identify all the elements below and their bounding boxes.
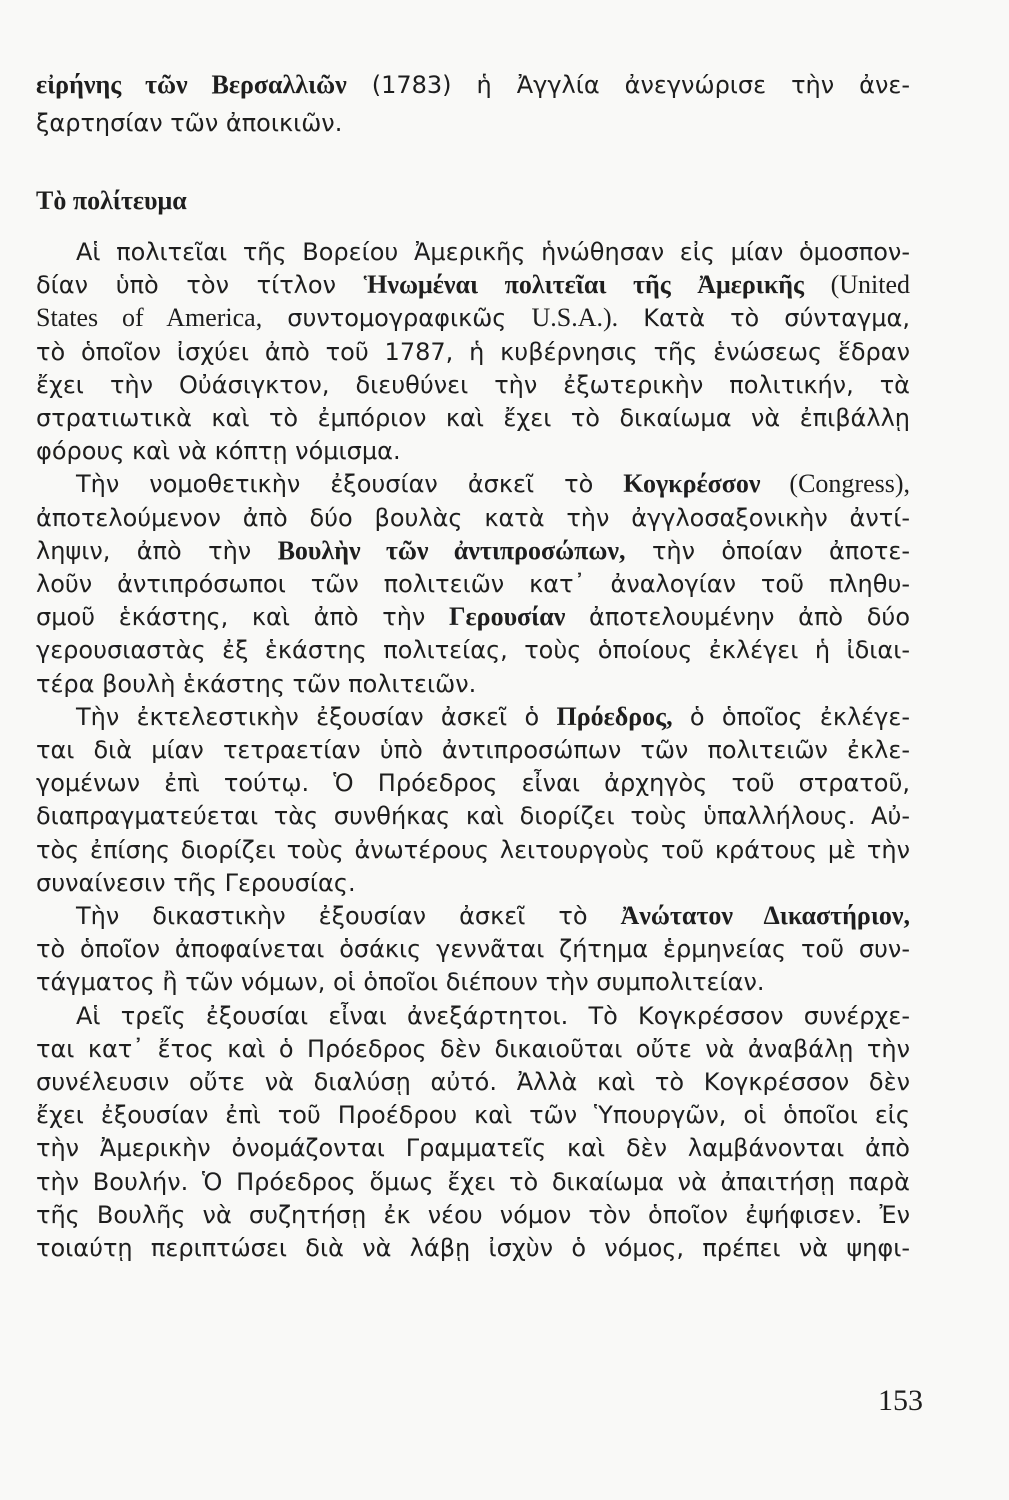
text-line xyxy=(36,1100,910,1130)
bold-term: Ἀνώτατον Δικαστήριον, xyxy=(620,901,910,930)
text-segment: γομένων ἐπὶ τούτῳ. Ὁ Πρόεδρος εἶναι ἀρχηγὸς τοῦ στρατοῦ, xyxy=(36,769,910,798)
text-line xyxy=(36,536,910,566)
text-line xyxy=(36,835,910,865)
text-line xyxy=(36,1233,910,1263)
text-line xyxy=(36,270,910,300)
bold-term: Γερουσίαν xyxy=(449,602,566,632)
text-segment: ληψιν, ἀπὸ τὴν xyxy=(36,536,278,565)
text-segment: Αἱ πολιτεῖαι τῆς Βορείου Ἀμερικῆς ἡνώθησαν εἰς μίαν ὁμοσπον- xyxy=(76,238,910,266)
text-line xyxy=(36,1067,910,1097)
text-segment: States of America, xyxy=(36,303,263,333)
text-line xyxy=(36,635,910,665)
text-segment: στρατιωτικὰ καὶ τὸ ἐμπόριον καὶ ἔχει τὸ δικαίωμα νὰ ἐπιβάλλῃ xyxy=(36,404,910,432)
text-segment: διαπραγματεύεται τὰς συνθήκας καὶ διορίζει τοὺς ὑπαλλήλους. Αὐ- xyxy=(36,802,910,831)
text-segment: τέρα βουλὴ ἑκάστης τῶν πολιτειῶν. xyxy=(36,669,477,698)
text-segment: τὴν Ἀμερικὴν ὀνομάζονται Γραμματεῖς καὶ δὲν λαμβάνονται ἀπὸ xyxy=(36,1134,910,1163)
text-segment: ἔχει τὴν Οὐάσιγκτον, διευθύνει τὴν ἐξωτερικὴν πολιτικήν, τὰ xyxy=(36,370,910,399)
text-segment: U.S.A.). xyxy=(531,303,619,333)
page-number: 153 xyxy=(878,1384,923,1417)
text-line xyxy=(36,1133,910,1163)
text-line xyxy=(36,237,910,267)
text-segment: (Congress), xyxy=(760,469,911,499)
text-segment: τὸ ὁποῖον ἰσχύει ἀπὸ τοῦ 1787, ἡ κυβέρνησις τῆς ἑνώσεως ἕδραν xyxy=(36,337,910,366)
text-line xyxy=(36,602,910,632)
text-segment: ὁ ὁποῖος ἐκλέγε- xyxy=(672,702,911,731)
text-segment: συντομογραφικῶς xyxy=(262,304,532,333)
text-line xyxy=(36,702,910,732)
text-segment: ται διὰ μίαν τετραετίαν ὑπὸ ἀντιπροσώπων τῶν πολιτειῶν ἐκλε- xyxy=(36,736,910,764)
text-line xyxy=(36,1200,910,1230)
text-line xyxy=(36,1001,910,1031)
text-line xyxy=(36,337,910,367)
text-line xyxy=(36,370,910,400)
text-line xyxy=(36,403,910,433)
text-line xyxy=(36,303,910,333)
text-segment: Τὴν ἐκτελεστικὴν ἐξουσίαν ἀσκεῖ ὁ xyxy=(76,702,557,731)
text-line xyxy=(36,569,910,599)
text-line xyxy=(36,735,910,765)
text-segment: συναίνεσιν τῆς Γερουσίας. xyxy=(36,868,356,897)
text-segment: (1783) ἡ Ἀγγλία ἀνεγνώρισε τὴν ἀνε- xyxy=(346,71,910,99)
text-segment: λοῦν ἀντιπρόσωποι τῶν πολιτειῶν κατ᾽ ἀναλογίαν τοῦ πληθυ- xyxy=(36,570,910,598)
text-segment: τὴν Βουλήν. Ὁ Πρόεδρος ὅμως ἔχει τὸ δικαίωμα νὰ ἀπαιτήσῃ παρὰ xyxy=(36,1167,910,1196)
text-segment: γερουσιαστὰς ἐξ ἑκάστης πολιτείας, τοὺς ὁποίους ἐκλέγει ἡ ἰδιαι- xyxy=(36,636,910,665)
bold-term: Πρόεδρος, xyxy=(556,701,673,731)
text-line xyxy=(36,967,910,997)
bold-term: Βουλὴν τῶν ἀντιπροσώπων, xyxy=(277,535,626,565)
text-line xyxy=(36,801,910,831)
text-line xyxy=(36,868,910,898)
text-segment: τὸ ὁποῖον ἀποφαίνεται ὁσάκις γεννᾶται ζήτημα ἑρμηνείας τοῦ συν- xyxy=(36,935,910,964)
text-segment: συνέλευσιν οὔτε νὰ διαλύσῃ αὐτό. Ἀλλὰ καὶ τὸ Κογκρέσσον δὲν xyxy=(36,1068,910,1096)
text-line xyxy=(36,1034,910,1064)
text-segment: τὴν ὁποίαν ἀποτε- xyxy=(625,536,910,565)
text-segment: τὸς ἐπίσης διορίζει τοὺς ἀνωτέρους λειτουργοὺς τοῦ κράτους μὲ τὴν xyxy=(36,835,910,864)
bold-term: Κογκρέσσον xyxy=(623,469,761,499)
bold-term: Ἡνωμέναι πολιτεῖαι τῆς Ἀμερικῆς xyxy=(363,270,805,300)
text-line xyxy=(36,108,910,138)
text-line xyxy=(36,503,910,533)
text-line xyxy=(36,70,910,100)
text-line xyxy=(36,901,910,931)
text-segment: δίαν ὑπὸ τὸν τίτλον xyxy=(36,271,364,300)
text-line xyxy=(36,934,910,964)
text-segment: Κατὰ τὸ σύνταγμα, xyxy=(618,304,910,333)
text-segment: ἀποτελουμένην ἀπὸ δύο xyxy=(565,603,910,632)
section-heading: Τὸ πολίτευμα xyxy=(36,186,187,215)
text-segment: σμοῦ ἑκάστης, καὶ ἀπὸ τὴν xyxy=(36,603,449,632)
text-line xyxy=(36,469,910,499)
text-segment: ἀποτελούμενον ἀπὸ δύο βουλὰς κατὰ τὴν ἀγγλοσαξονικὴν ἀντί- xyxy=(36,503,910,532)
text-line xyxy=(36,436,910,466)
text-segment: ται κατ᾽ ἔτος καὶ ὁ Πρόεδρος δὲν δικαιοῦται οὔτε νὰ ἀναβάλῃ τὴν xyxy=(36,1034,910,1063)
text-segment: τῆς Βουλῆς νὰ συζητήσῃ ἐκ νέου νόμον τὸν ὁποῖον ἐψήφισεν. Ἐν xyxy=(36,1200,910,1229)
text-segment: Αἱ τρεῖς ἐξουσίαι εἶναι ἀνεξάρτητοι. Τὸ Κογκρέσσον συνέρχε- xyxy=(76,1001,910,1030)
text-line xyxy=(36,768,910,798)
text-segment: Τὴν δικαστικὴν ἐξουσίαν ἀσκεῖ τὸ xyxy=(76,902,621,930)
text-segment: Τὴν νομοθετικὴν ἐξουσίαν ἀσκεῖ τὸ xyxy=(76,470,624,499)
text-line xyxy=(36,1167,910,1197)
text-segment: φόρους καὶ νὰ κόπτῃ νόμισμα. xyxy=(36,437,401,466)
text-segment: τάγματος ἢ τῶν νόμων, οἱ ὁποῖοι διέπουν τὴν συμπολιτείαν. xyxy=(36,968,765,997)
bold-term: εἰρήνης τῶν Βερσαλλιῶν xyxy=(36,70,347,99)
text-segment: ἔχει ἐξουσίαν ἐπὶ τοῦ Προέδρου καὶ τῶν Ὑπουργῶν, οἱ ὁποῖοι εἰς xyxy=(36,1101,910,1130)
text-segment: (United xyxy=(804,270,910,300)
text-line xyxy=(36,669,910,699)
text-segment: τοιαύτῃ περιπτώσει διὰ νὰ λάβῃ ἰσχὺν ὁ νόμος, πρέπει νὰ ψηφι- xyxy=(36,1234,910,1262)
text-segment: ξαρτησίαν τῶν ἀποικιῶν. xyxy=(36,109,343,137)
